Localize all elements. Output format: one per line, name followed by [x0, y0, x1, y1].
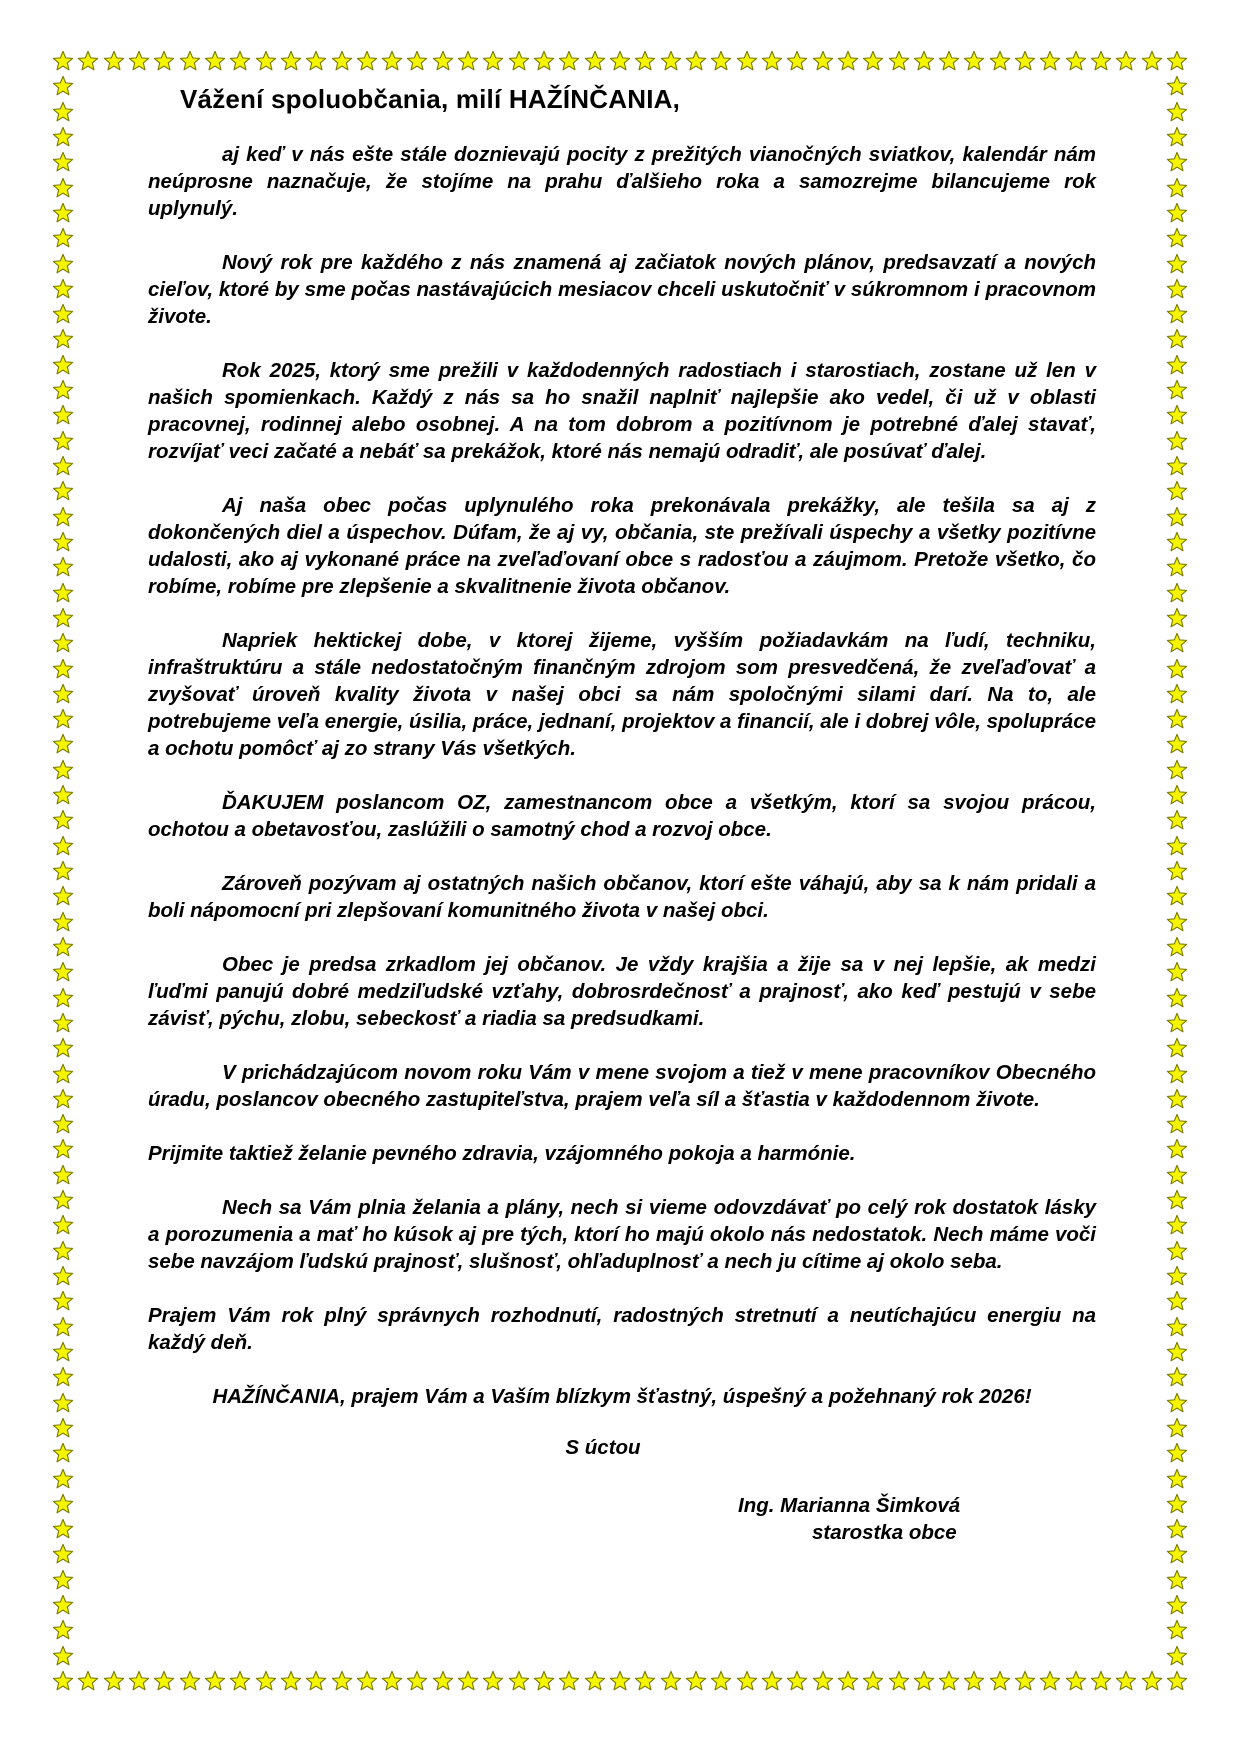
star-icon	[1014, 50, 1036, 72]
star-icon	[52, 885, 74, 907]
star-icon	[52, 1240, 74, 1262]
star-icon	[52, 430, 74, 452]
star-icon	[77, 50, 99, 72]
star-icon	[52, 1037, 74, 1059]
star-icon	[1166, 911, 1188, 933]
star-icon	[1166, 379, 1188, 401]
star-icon	[52, 278, 74, 300]
star-icon	[1166, 50, 1188, 72]
star-icon	[179, 1670, 201, 1692]
star-icon	[1166, 733, 1188, 755]
star-icon	[52, 354, 74, 376]
star-icon	[1166, 126, 1188, 148]
star-icon	[963, 1670, 985, 1692]
star-icon	[482, 1670, 504, 1692]
star-icon	[1166, 278, 1188, 300]
star-icon	[660, 50, 682, 72]
star-icon	[356, 50, 378, 72]
star-icon	[1166, 1265, 1188, 1287]
star-icon	[52, 328, 74, 350]
star-icon	[128, 50, 150, 72]
star-icon	[1166, 860, 1188, 882]
star-icon	[280, 1670, 302, 1692]
star-icon	[1166, 303, 1188, 325]
star-icon	[660, 1670, 682, 1692]
star-icon	[609, 50, 631, 72]
star-icon	[52, 1594, 74, 1616]
star-icon	[1166, 556, 1188, 578]
star-icon	[938, 1670, 960, 1692]
star-icon	[52, 126, 74, 148]
signature	[738, 1492, 1096, 1546]
star-icon	[52, 303, 74, 325]
paragraph-hectic-times: Napriek hektickej dobe, v ktorej žijeme, vyšším požiadavkám na ľudí, techniku, infraštruktúru a stále nedostatočným finančným zdrojom som presvedčená, že zveľaďovať a zvyšovať úroveň kvality života v našej obci sa nám spoločnými silami darí. Na to, ale potrebujeme veľa energie, úsilia, práce, jednaní, projektov a financií, ale i dobrej vôle, spolupráce a ochotu pomôcť aj zo strany Vás všetkých.	[148, 629, 1097, 760]
star-icon	[736, 50, 758, 72]
star-icon	[888, 50, 910, 72]
star-icon	[52, 455, 74, 477]
star-icon	[52, 1341, 74, 1363]
paragraph-thanks: ĎAKUJEM poslancom OZ, zamestnancom obce a všetkým, ktorí sa svojou prácou, ochotou a obetavosťou, zaslúžili o samotný chod a rozvoj obce.	[148, 791, 1096, 841]
star-icon	[989, 50, 1011, 72]
star-icon	[558, 1670, 580, 1692]
star-icon	[862, 1670, 884, 1692]
star-icon	[1166, 328, 1188, 350]
star-icon	[609, 1670, 631, 1692]
star-icon	[52, 683, 74, 705]
star-icon	[786, 1670, 808, 1692]
star-icon	[1166, 1543, 1188, 1565]
star-icon	[1014, 1670, 1036, 1692]
star-icon	[1166, 1594, 1188, 1616]
star-icon	[457, 50, 479, 72]
star-icon	[52, 1214, 74, 1236]
star-icon	[432, 1670, 454, 1692]
star-icon	[52, 1316, 74, 1338]
star-icon	[1166, 809, 1188, 831]
star-icon	[812, 50, 834, 72]
star-icon	[52, 936, 74, 958]
star-icon	[1166, 683, 1188, 705]
star-icon	[1166, 1138, 1188, 1160]
star-icon	[1166, 480, 1188, 502]
star-icon	[52, 227, 74, 249]
star-icon	[1166, 1214, 1188, 1236]
star-icon	[1166, 1164, 1188, 1186]
star-icon	[1166, 1468, 1188, 1490]
star-icon	[52, 531, 74, 553]
star-icon	[1166, 1012, 1188, 1034]
star-icon	[204, 1670, 226, 1692]
paragraph-municipality: Aj naša obec počas uplynulého roka prekonávala prekážky, ale tešila sa aj z dokončených diel a úspechov. Dúfam, že aj vy, občania, ste prežívali úspechy a všetky pozitívne udalosti, ako aj vykonané práce na zveľaďovaní obce s radosťou a záujmom. Pretože všetko, čo robíme, robíme pre zlepšenie a skvalitnenie života občanov.	[148, 494, 1096, 598]
star-icon	[862, 50, 884, 72]
star-icon	[52, 75, 74, 97]
signature-name: Ing. Marianna Šimková	[738, 1494, 961, 1517]
star-icon	[533, 1670, 555, 1692]
star-icon	[938, 50, 960, 72]
star-icon	[533, 50, 555, 72]
star-icon	[52, 1063, 74, 1085]
star-icon	[685, 50, 707, 72]
paragraph-new-year-plans: Nový rok pre každého z nás znamená aj začiatok nových plánov, predsavzatí a nových cieľov, ktoré by sme počas nastávajúcich mesiacov chceli uskutočniť v súkromnom i pracovnom živote.	[148, 251, 1096, 328]
star-icon	[52, 1366, 74, 1388]
star-icon	[1166, 455, 1188, 477]
star-icon	[1166, 75, 1188, 97]
star-icon	[508, 50, 530, 72]
star-icon	[406, 50, 428, 72]
star-icon	[1166, 1670, 1188, 1692]
star-icon	[1166, 202, 1188, 224]
star-icon	[52, 733, 74, 755]
star-icon	[1166, 1392, 1188, 1414]
star-icon	[1166, 430, 1188, 452]
star-icon	[52, 556, 74, 578]
star-icon	[52, 379, 74, 401]
star-icon	[204, 50, 226, 72]
star-icon	[52, 1088, 74, 1110]
letter-body	[148, 84, 1096, 1546]
star-icon	[52, 658, 74, 680]
star-icon	[52, 1645, 74, 1667]
star-icon	[52, 1012, 74, 1034]
star-icon	[52, 607, 74, 629]
star-icon	[761, 1670, 783, 1692]
star-icon	[1166, 582, 1188, 604]
star-icon	[52, 1290, 74, 1312]
star-icon	[1166, 151, 1188, 173]
star-icon	[52, 1442, 74, 1464]
star-icon	[153, 1670, 175, 1692]
star-icon	[52, 1493, 74, 1515]
paragraph-year-2025: Rok 2025, ktorý sme prežili v každodenných radostiach i starostiach, zostane už len v našich spomienkach. Každý z nás sa ho snažil naplniť najlepšie ako vedel, či už v oblasti pracovnej, rodinnej alebo osobnej. A na tom dobrom a pozitívnom je potrebné ďalej stavať, rozvíjať veci začaté a nebáť sa prekážok, ktoré nás nemajú odradiť, ale posúvať ďalej.	[148, 359, 1096, 463]
star-icon	[153, 50, 175, 72]
star-icon	[305, 1670, 327, 1692]
star-icon	[1166, 1645, 1188, 1667]
star-icon	[52, 1543, 74, 1565]
star-icon	[710, 50, 732, 72]
star-icon	[913, 50, 935, 72]
star-icon	[52, 1138, 74, 1160]
star-icon	[52, 506, 74, 528]
star-icon	[963, 50, 985, 72]
star-icon	[331, 50, 353, 72]
star-icon	[1166, 1037, 1188, 1059]
star-icon	[1166, 632, 1188, 654]
star-icon	[1166, 936, 1188, 958]
star-icon	[584, 50, 606, 72]
star-icon	[457, 1670, 479, 1692]
star-icon	[52, 50, 74, 72]
star-icon	[1141, 1670, 1163, 1692]
paragraph-wishes-office: V prichádzajúcom novom roku Vám v mene svojom a tiež v mene pracovníkov Obecného úradu, poslancov obecného zastupiteľstva, prajem veľa síl a šťastia v každodennom živote.	[148, 1061, 1096, 1111]
star-icon	[1039, 1670, 1061, 1692]
star-icon	[432, 50, 454, 72]
greeting: Vážení spoluobčania, milí HAŽÍNČANIA,	[180, 84, 681, 114]
star-icon	[1166, 1088, 1188, 1110]
star-icon	[52, 708, 74, 730]
star-icon	[1166, 1290, 1188, 1312]
star-icon	[52, 480, 74, 502]
star-icon	[280, 50, 302, 72]
star-icon	[52, 835, 74, 857]
star-icon	[1039, 50, 1061, 72]
star-icon	[508, 1670, 530, 1692]
star-icon	[103, 1670, 125, 1692]
star-icon	[52, 632, 74, 654]
star-icon	[1166, 531, 1188, 553]
star-icon	[1166, 708, 1188, 730]
star-icon	[52, 582, 74, 604]
star-icon	[1166, 1619, 1188, 1641]
star-icon	[888, 1670, 910, 1692]
star-icon	[1166, 354, 1188, 376]
star-icon	[837, 50, 859, 72]
star-icon	[786, 50, 808, 72]
star-icon	[305, 50, 327, 72]
star-icon	[634, 50, 656, 72]
star-icon	[1166, 1366, 1188, 1388]
star-icon	[1166, 987, 1188, 1009]
star-icon	[52, 1569, 74, 1591]
star-icon	[1065, 1670, 1087, 1692]
star-icon	[1166, 784, 1188, 806]
star-icon	[1166, 1316, 1188, 1338]
star-icon	[77, 1670, 99, 1692]
star-icon	[52, 253, 74, 275]
star-icon	[52, 1392, 74, 1414]
star-icon	[1090, 1670, 1112, 1692]
star-icon	[52, 1619, 74, 1641]
paragraph-decisions: Prajem Vám rok plný správnych rozhodnutí, radostných stretnutí a neutíchajúcu energiu na každý deň.	[148, 1304, 1096, 1354]
star-icon	[1166, 1240, 1188, 1262]
star-icon	[989, 1670, 1011, 1692]
paragraph-health: Prijmite taktiež želanie pevného zdravia, vzájomného pokoja a harmónie.	[148, 1142, 856, 1165]
star-icon	[1166, 885, 1188, 907]
star-icon	[584, 1670, 606, 1692]
star-icon	[52, 1670, 74, 1692]
star-icon	[52, 987, 74, 1009]
star-icon	[356, 1670, 378, 1692]
star-icon	[381, 50, 403, 72]
closing-wish: HAŽÍNČANIA, prajem Vám a Vaším blízkym šťastný, úspešný a požehnaný rok 2026!	[212, 1385, 1032, 1408]
star-icon	[1166, 835, 1188, 857]
star-icon	[381, 1670, 403, 1692]
star-icon	[103, 50, 125, 72]
star-icon	[1166, 177, 1188, 199]
star-icon	[812, 1670, 834, 1692]
star-icon	[52, 961, 74, 983]
star-icon	[1166, 227, 1188, 249]
paragraph-mirror: Obec je predsa zrkadlom jej občanov. Je vždy krajšia a žije sa v nej lepšie, ak medzi ľuďmi panujú dobré medziľudské vzťahy, dobrosrdečnosť a prajnosť, ako keď pestujú v sebe závisť, pýchu, zlobu, sebeckosť a riadia sa predsudkami.	[148, 953, 1096, 1030]
star-icon	[52, 809, 74, 831]
paragraph-intro: aj keď v nás ešte stále doznievajú pocity z prežitých vianočných sviatkov, kalendár nám neúprosne naznačuje, že stojíme na prahu ďalšieho roka a samozrejme bilancujeme rok uplynulý.	[148, 143, 1096, 220]
star-icon	[1166, 1493, 1188, 1515]
star-icon	[1166, 1113, 1188, 1135]
star-icon	[229, 1670, 251, 1692]
star-icon	[229, 50, 251, 72]
star-icon	[52, 759, 74, 781]
star-icon	[52, 784, 74, 806]
star-icon	[1166, 961, 1188, 983]
paragraph-invitation: Zároveň pozývam aj ostatných našich občanov, ktorí ešte váhajú, aby sa k nám pridali a boli nápomocní pri zlepšovaní komunitného života v našej obci.	[148, 872, 1096, 922]
star-icon	[685, 1670, 707, 1692]
star-icon	[558, 50, 580, 72]
star-icon	[736, 1670, 758, 1692]
star-icon	[406, 1670, 428, 1692]
star-icon	[1115, 1670, 1137, 1692]
star-icon	[52, 1164, 74, 1186]
star-icon	[52, 1265, 74, 1287]
star-icon	[1166, 1063, 1188, 1085]
star-icon	[1065, 50, 1087, 72]
star-icon	[52, 101, 74, 123]
star-icon	[1166, 1569, 1188, 1591]
regards: S úctou	[565, 1436, 641, 1459]
star-icon	[1166, 1442, 1188, 1464]
star-icon	[761, 50, 783, 72]
star-icon	[1166, 1417, 1188, 1439]
star-icon	[1166, 607, 1188, 629]
star-icon	[52, 151, 74, 173]
star-icon	[1166, 101, 1188, 123]
star-icon	[837, 1670, 859, 1692]
star-icon	[1115, 50, 1137, 72]
star-icon	[1090, 50, 1112, 72]
star-icon	[913, 1670, 935, 1692]
star-icon	[1166, 1341, 1188, 1363]
star-icon	[52, 860, 74, 882]
signature-role: starostka obce	[812, 1521, 957, 1544]
star-icon	[255, 1670, 277, 1692]
star-icon	[52, 1518, 74, 1540]
star-icon	[710, 1670, 732, 1692]
star-icon	[52, 177, 74, 199]
star-icon	[1166, 404, 1188, 426]
paragraph-love: Nech sa Vám plnia želania a plány, nech si vieme odovzdávať po celý rok dostatok lásky a porozumenia a mať ho kúsok aj pre tých, ktorí ho majú okolo nás nedostatok. Nech máme voči sebe navzájom ľudskú prajnosť, slušnosť, ohľaduplnosť a nech ju cítime aj okolo seba.	[148, 1196, 1096, 1273]
star-icon	[1166, 506, 1188, 528]
star-icon	[482, 50, 504, 72]
star-icon	[52, 404, 74, 426]
star-icon	[1141, 50, 1163, 72]
star-icon	[52, 1468, 74, 1490]
star-icon	[634, 1670, 656, 1692]
star-icon	[179, 50, 201, 72]
star-icon	[1166, 1518, 1188, 1540]
star-icon	[52, 1113, 74, 1135]
star-icon	[1166, 658, 1188, 680]
star-icon	[52, 911, 74, 933]
star-icon	[52, 1189, 74, 1211]
star-icon	[1166, 1189, 1188, 1211]
star-icon	[52, 1417, 74, 1439]
star-icon	[1166, 253, 1188, 275]
star-icon	[128, 1670, 150, 1692]
star-icon	[255, 50, 277, 72]
star-icon	[331, 1670, 353, 1692]
star-icon	[1166, 759, 1188, 781]
star-icon	[52, 202, 74, 224]
